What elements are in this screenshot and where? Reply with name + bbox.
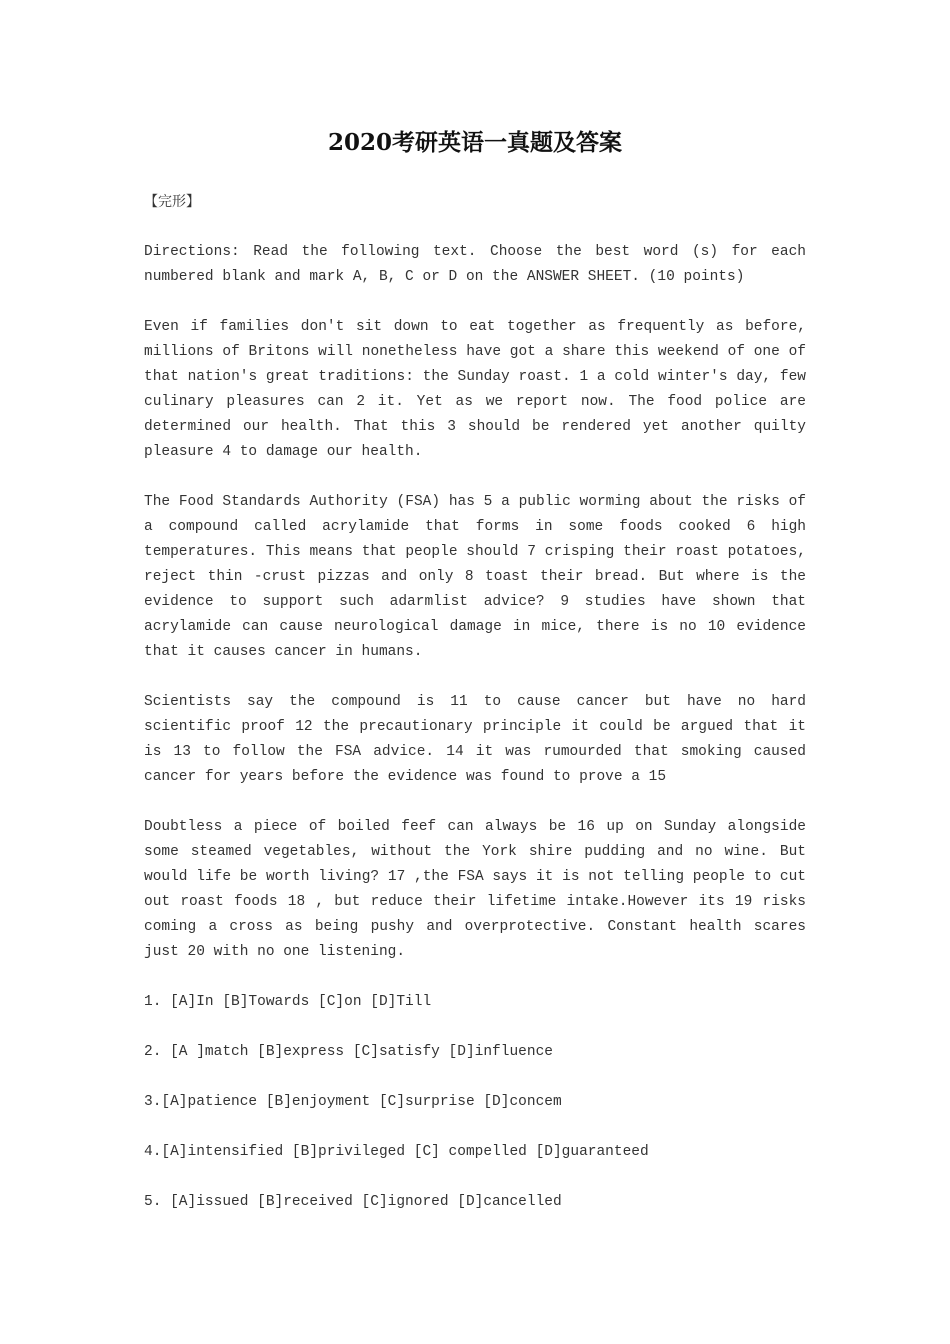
question-2: 2. [A ]match [B]express [C]satisfy [D]influence [144,1044,553,1060]
passage-paragraph-4: Doubtless a piece of boiled feef can always be 16 up on Sunday alongside some steamed vegetables, without the York shire pudding and no wine. But would life be worth living? 17 ,the FSA says it is not telling people to cut out roast foods 18 , but reduce their lifetime intake.However its 19 risks coming a cross as being pushy and overprotective. Constant health scares just 20 with no one listening. [144,819,806,960]
question-3: 3.[A]patience [B]enjoyment [C]surprise [D]concem [144,1094,562,1110]
document-title: 2020考研英语一真题及答案 [327,129,622,156]
directions-paragraph: Directions: Read the following text. Choose the best word (s) for each numbered blank and mark A, B, C or D on the ANSWER SHEET. (10 points) [144,244,806,285]
question-1: 1. [A]In [B]Towards [C]on [D]Till [144,994,432,1010]
passage-paragraph-1: Even if families don't sit down to eat together as frequently as before, millions of Britons will nonetheless have got a share this weekend of one of that nation's great traditions: the Sunday roast. 1 a cold winter's day, few culinary pleasures can 2 it. Yet as we report now. The food police are determined our health. That this 3 should be rendered yet another quilty pleasure 4 to damage our health. [144,319,806,460]
passage-paragraph-2: The Food Standards Authority (FSA) has 5 a public worming about the risks of a compound called acrylamide that forms in some foods cooked 6 high temperatures. This means that people should 7 crisping their roast potatoes, reject thin -crust pizzas and only 8 toast their bread. But where is the evidence to support such adarmlist advice? 9 studies have shown that acrylamide can cause neurological damage in mice, there is no 10 evidence that it causes cancer in humans. [144,494,806,660]
question-5: 5. [A]issued [B]received [C]ignored [D]cancelled [144,1194,562,1210]
section-label: 【完形】 [144,194,200,210]
document-body [144,190,806,1215]
question-4: 4.[A]intensified [B]privileged [C] compelled [D]guaranteed [144,1144,649,1160]
passage-paragraph-3: Scientists say the compound is 11 to cause cancer but have no hard scientific proof 12 the precautionary principle it could be argued that it is 13 to follow the FSA advice. 14 it was rumourded that smoking caused cancer for years before the evidence was found to prove a 15 [144,694,806,785]
